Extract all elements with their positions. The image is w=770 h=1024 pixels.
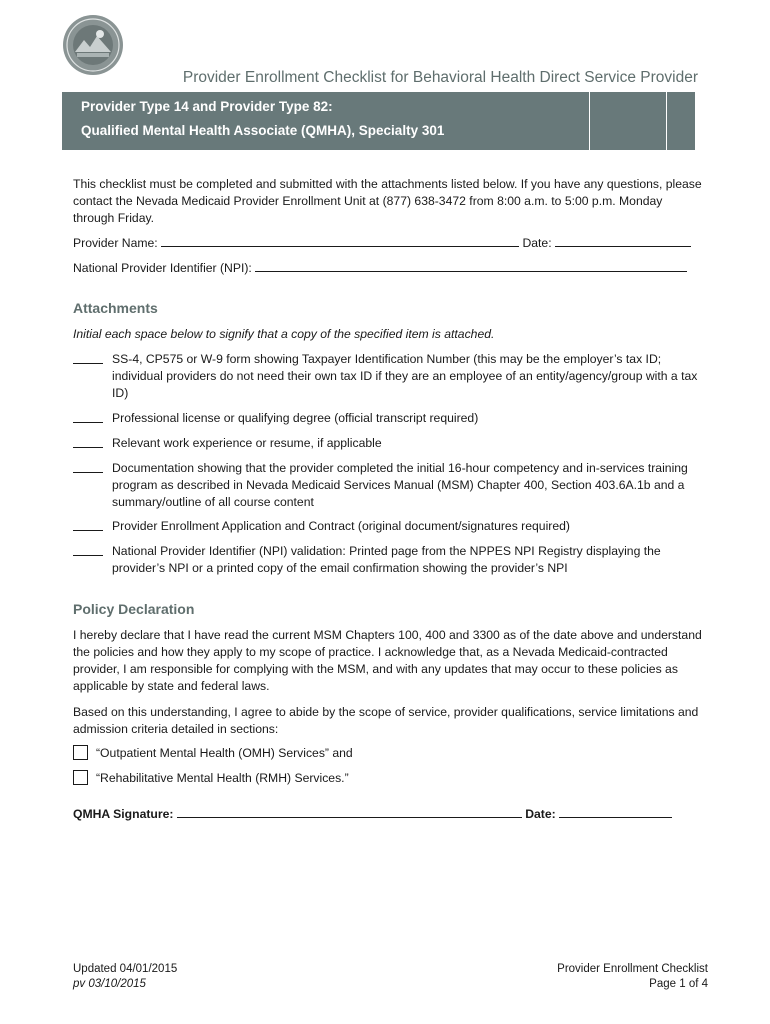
rmh-label: “Rehabilitative Mental Health (RMH) Services.” (96, 771, 349, 785)
omh-label: “Outpatient Mental Health (OMH) Services” and (96, 746, 353, 760)
attachments-heading: Attachments (73, 300, 158, 316)
footer-left (73, 962, 177, 992)
provider-name-row (73, 234, 703, 252)
initial-blank[interactable] (73, 472, 103, 473)
document-title: Provider Enrollment Checklist for Behavioral Health Direct Service Provider (182, 69, 698, 86)
initial-blank[interactable] (73, 363, 103, 364)
policy-paragraph: Based on this understanding, I agree to abide by the scope of service, provider qualifications, service limitations and admission criteria detailed in sections: (73, 705, 699, 736)
attachment-item (73, 543, 703, 577)
banner-divider (589, 92, 590, 150)
signature-row (73, 805, 672, 821)
signature-field[interactable] (177, 805, 522, 818)
state-seal-logo (62, 14, 124, 76)
attachment-item (73, 410, 703, 427)
omh-checkbox[interactable] (73, 745, 88, 760)
provider-name-field[interactable] (161, 234, 519, 247)
signature-date-field[interactable] (559, 805, 672, 818)
date-field[interactable] (555, 234, 691, 247)
initial-blank[interactable] (73, 530, 103, 531)
attachment-item (73, 460, 703, 511)
attachment-text: Provider Enrollment Application and Contract (original document/signatures required) (112, 519, 570, 533)
pv-date: pv 03/10/2015 (73, 978, 146, 990)
footer-right (557, 962, 708, 992)
footer-doc-name: Provider Enrollment Checklist (557, 963, 708, 975)
attachment-text: Relevant work experience or resume, if applicable (112, 436, 382, 450)
attachment-text: National Provider Identifier (NPI) validation: Printed page from the NPPES NPI Registry displaying the provider’s NPI or a printed copy of the email confirmation showing the provider’s NPI (112, 544, 661, 575)
policy-paragraph: I hereby declare that I have read the current MSM Chapters 100, 400 and 3300 as of the date above and understand the policies and how they apply to my scope of practice. I acknowledge that, as a Nevada Medicaid-contracted provider, I am responsible for complying with the MSM, and with any updates that may occur to these policies as applicable by state and federal laws. (73, 628, 702, 693)
npi-row (73, 259, 703, 277)
signature-label: QMHA Signature: (73, 807, 174, 821)
title-banner (62, 92, 695, 150)
banner-specialty: Qualified Mental Health Associate (QMHA), Specialty 301 (81, 123, 445, 138)
attachment-item (73, 518, 703, 535)
policy-heading: Policy Declaration (73, 601, 195, 617)
initial-blank[interactable] (73, 555, 103, 556)
attachment-item (73, 435, 703, 452)
intro-text: This checklist must be completed and submitted with the attachments listed below. If you have any questions, please contact the Nevada Medicaid Provider Enrollment Unit at (877) 638-3472 from 8:00 a.m. to 5:00 p.m. Monday through Friday. (73, 177, 702, 225)
page-number: Page 1 of 4 (649, 978, 708, 990)
initial-blank[interactable] (73, 422, 103, 423)
updated-date: Updated 04/01/2015 (73, 963, 178, 975)
attachment-text: Documentation showing that the provider completed the initial 16-hour competency and in-services training program as described in Nevada Medicaid Services Manual (MSM) Chapter 400, Section 403.6A.1b and a summary/outline of all course content (112, 461, 688, 509)
banner-divider (666, 92, 667, 150)
attachment-item (73, 351, 703, 402)
npi-label: National Provider Identifier (NPI): (73, 261, 252, 275)
provider-name-label: Provider Name: (73, 236, 158, 250)
rmh-checkbox[interactable] (73, 770, 88, 785)
attachment-text: SS-4, CP575 or W-9 form showing Taxpayer Identification Number (this may be the employer’s tax ID; individual providers do not need their own tax ID if they are an employee of an entity/agency/group with a tax ID) (112, 352, 698, 400)
attachments-instruction: Initial each space below to signify that a copy of the specified item is attached. (73, 327, 495, 341)
banner-provider-types: Provider Type 14 and Provider Type 82: (81, 99, 333, 114)
attachment-text: Professional license or qualifying degree (official transcript required) (112, 411, 479, 425)
initial-blank[interactable] (73, 447, 103, 448)
signature-date-label: Date: (525, 807, 556, 821)
npi-field[interactable] (255, 259, 687, 272)
date-label: Date: (522, 236, 552, 250)
